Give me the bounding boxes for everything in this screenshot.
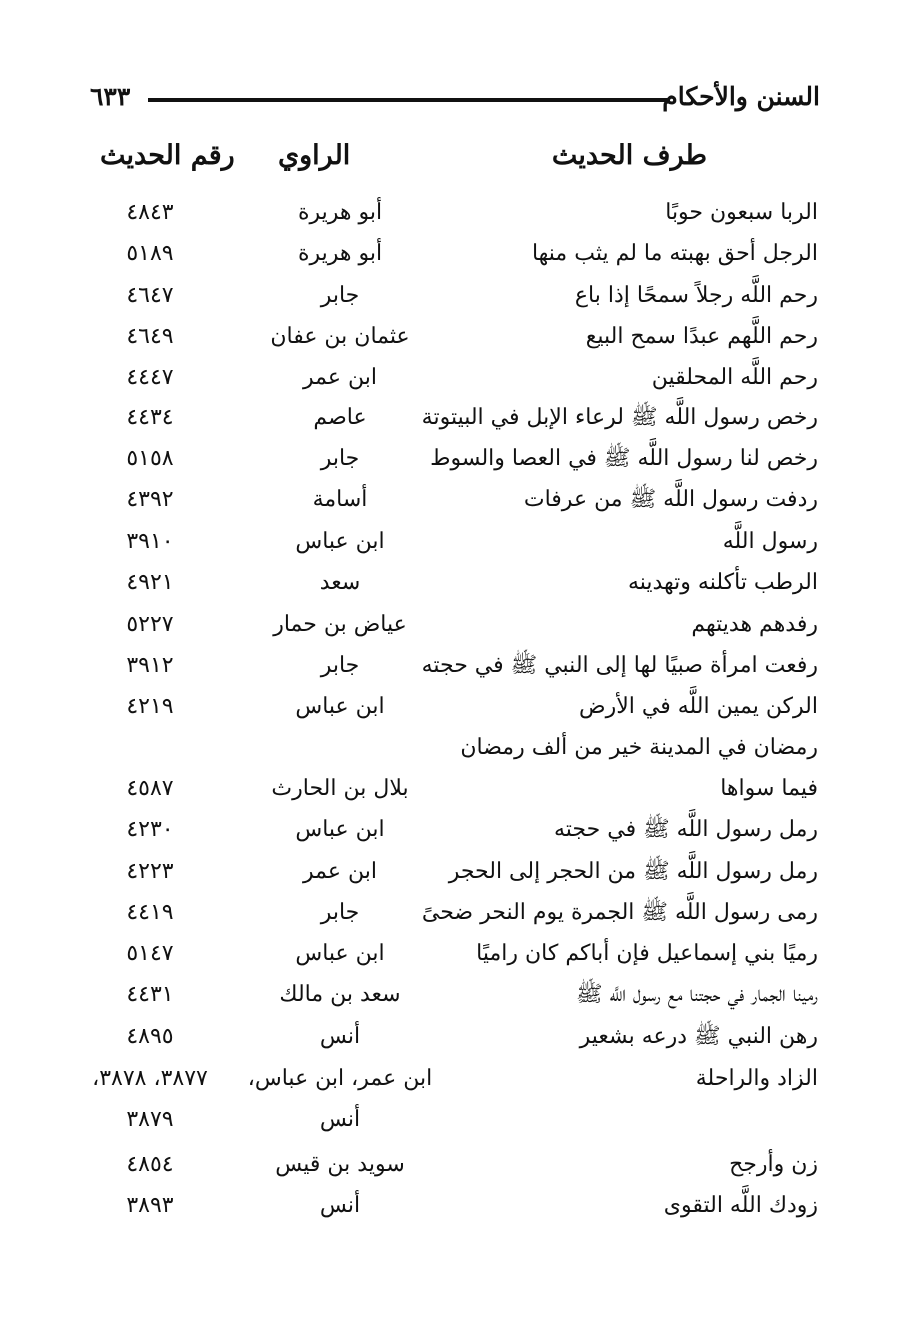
table-row	[0, 1188, 922, 1229]
table-row	[0, 607, 922, 648]
column-header-tarf: طرف الحديث	[551, 140, 707, 171]
hadith-number: ٣٨٧٩	[126, 1107, 174, 1132]
hadith-number: ٤٢٣٠	[126, 817, 174, 842]
page-number: ٦٣٣	[90, 82, 131, 111]
hadith-opening: رمى رسول اللَّه ﷺ الجمرة يوم النحر ضحىً	[421, 900, 818, 925]
hadith-number: ٤٨٩٥	[126, 1024, 174, 1049]
table-row	[0, 360, 922, 401]
narrator: ابن عباس	[295, 694, 385, 719]
hadith-opening: ردفت رسول اللَّه ﷺ من عرفات	[523, 487, 818, 512]
narrator: سويد بن قيس	[275, 1152, 405, 1177]
table-row	[0, 1061, 922, 1102]
narrator: بلال بن الحارث	[271, 776, 409, 801]
column-header-number: رقم الحديث	[100, 140, 235, 171]
hadith-number: ٤٤٣١	[126, 982, 174, 1007]
table-row	[0, 524, 922, 565]
hadith-opening: رفدهم هديتهم	[691, 612, 818, 637]
hadith-opening: رهن النبي ﷺ درعه بشعير	[579, 1024, 818, 1049]
table-row	[0, 1019, 922, 1060]
table-row	[0, 689, 922, 730]
narrator: جابر	[320, 446, 360, 471]
table-row	[0, 400, 922, 441]
table-row	[0, 812, 922, 853]
hadith-opening: رفعت امرأة صبيًا لها إلى النبي ﷺ في حجته	[421, 653, 818, 678]
narrator: أنس	[319, 1024, 361, 1049]
hadith-opening: الزاد والراحلة	[695, 1066, 818, 1091]
hadith-number: ٤٦٤٩	[126, 324, 174, 349]
hadith-opening: فيما سواها	[720, 776, 818, 801]
hadith-number: ٣٨٩٣	[126, 1193, 174, 1218]
hadith-number: ٥١٤٧	[126, 941, 174, 966]
narrator: ابن عمر، ابن عباس،	[247, 1066, 433, 1091]
hadith-number: ٤٩٢١	[126, 570, 174, 595]
hadith-opening: رخص رسول اللَّه ﷺ لرعاء الإبل في البيتوتة	[421, 405, 818, 430]
table-row	[0, 895, 922, 936]
book-title: السنن والأحكام	[662, 82, 820, 111]
table-row	[0, 482, 922, 523]
narrator: ابن عمر	[303, 859, 377, 884]
hadith-opening: رمل رسول اللَّه ﷺ في حجته	[554, 817, 818, 842]
hadith-number: ٤٤١٩	[126, 900, 174, 925]
hadith-number: ٤٤٤٧	[126, 365, 174, 390]
hadith-number: ٤٨٥٤	[126, 1152, 174, 1177]
narrator: ابن عباس	[295, 817, 385, 842]
hadith-number: ٥١٨٩	[126, 241, 174, 266]
hadith-number: ٤٥٨٧	[126, 776, 174, 801]
table-row	[0, 319, 922, 360]
table-row	[0, 1102, 922, 1143]
hadith-opening: الرطب تأكلنه وتهدينه	[627, 570, 818, 595]
table-row	[0, 730, 922, 771]
hadith-opening: رخص لنا رسول اللَّه ﷺ في العصا والسوط	[430, 446, 818, 471]
table-row	[0, 278, 922, 319]
table-row	[0, 854, 922, 895]
hadith-number: ٤٢١٩	[126, 694, 174, 719]
narrator: ابن عمر	[303, 365, 377, 390]
hadith-opening: رحم اللَّه رجلاً سمحًا إذا باع	[574, 283, 818, 308]
hadith-opening: رميًا بني إسماعيل فإن أباكم كان راميًا	[476, 941, 818, 966]
hadith-opening: زودك اللَّه التقوى	[663, 1193, 818, 1218]
hadith-number: ٣٩١٠	[126, 529, 174, 554]
table-row	[0, 1147, 922, 1188]
table-row	[0, 236, 922, 277]
hadith-number: ٣٨٧٧، ٣٨٧٨،	[92, 1066, 208, 1091]
narrator: عياض بن حمار	[273, 612, 407, 637]
narrator: أنس	[319, 1193, 361, 1218]
hadith-opening: رحم اللَّهم عبدًا سمح البيع	[585, 324, 818, 349]
narrator: سعد	[319, 570, 361, 595]
hadith-number: ٤٣٩٢	[126, 487, 174, 512]
narrator: جابر	[320, 900, 360, 925]
narrator: أسامة	[312, 487, 368, 512]
table-row	[0, 771, 922, 812]
hadith-number: ٥٢٢٧	[126, 612, 174, 637]
hadith-opening: الرجل أحق بهبته ما لم يثب منها	[531, 241, 818, 266]
column-header-rawi: الراوي	[278, 140, 351, 171]
hadith-opening: رحم اللَّه المحلقين	[651, 365, 818, 390]
narrator: أبو هريرة	[297, 200, 383, 225]
hadith-number: ٥١٥٨	[126, 446, 174, 471]
narrator: أنس	[319, 1107, 361, 1132]
hadith-number: ٣٩١٢	[126, 653, 174, 678]
hadith-number: ٤٢٢٣	[126, 859, 174, 884]
hadith-number: ٤٤٣٤	[126, 405, 174, 430]
narrator: جابر	[320, 653, 360, 678]
hadith-opening: الركن يمين اللَّه في الأرض	[578, 694, 818, 719]
hadith-opening: زن وأرجح	[729, 1152, 818, 1177]
hadith-opening: رسول اللَّه	[722, 529, 818, 554]
narrator: ابن عباس	[295, 529, 385, 554]
narrator: أبو هريرة	[297, 241, 383, 266]
table-row	[0, 648, 922, 689]
hadith-opening: رمينا الجمار في حجتنا مع رسول اللَّه ﷺ	[575, 982, 818, 1007]
hadith-opening: رمضان في المدينة خير من ألف رمضان	[460, 735, 818, 760]
table-row	[0, 441, 922, 482]
hadith-opening: رمل رسول اللَّه ﷺ من الحجر إلى الحجر	[448, 859, 818, 884]
hadith-number: ٤٦٤٧	[126, 283, 174, 308]
hadith-opening: الربا سبعون حوبًا	[665, 200, 818, 225]
hadith-number: ٤٨٤٣	[126, 200, 174, 225]
table-row	[0, 565, 922, 606]
table-row	[0, 977, 922, 1018]
narrator: ابن عباس	[295, 941, 385, 966]
narrator: عثمان بن عفان	[270, 324, 410, 349]
narrator: عاصم	[313, 405, 367, 430]
narrator: جابر	[320, 283, 360, 308]
narrator: سعد بن مالك	[279, 982, 401, 1007]
table-row	[0, 195, 922, 236]
table-row	[0, 936, 922, 977]
